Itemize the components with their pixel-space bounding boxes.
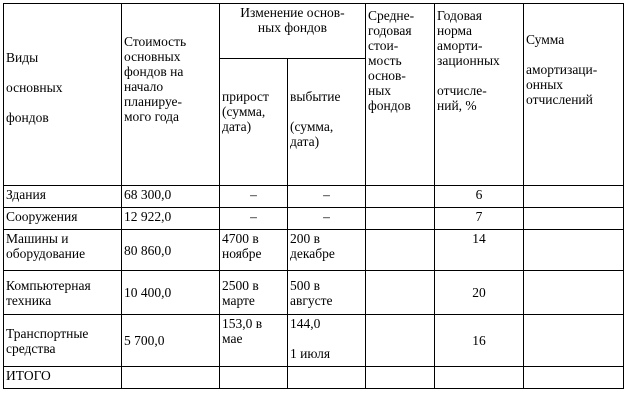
row-name: Компьютерная техника <box>4 271 122 315</box>
header-assets-change: Изменение основ- ных фондов <box>220 4 366 59</box>
header-depreciation-sum-line1: Сумма <box>526 32 565 47</box>
row-rate: 16 <box>435 315 524 367</box>
row-name: Транспортные средства <box>4 315 122 367</box>
table-row <box>4 186 624 208</box>
row-cost: 12 922,0 <box>122 208 220 230</box>
row-average <box>366 315 435 367</box>
row-sum <box>524 208 624 230</box>
row-decrease: 144,0 1 июля <box>288 315 366 367</box>
row-sum <box>524 186 624 208</box>
row-cost: 5 700,0 <box>122 315 220 367</box>
row-cost: 68 300,0 <box>122 186 220 208</box>
row-decrease: 200 в декабре <box>288 230 366 271</box>
header-decrease-line2: (сумма, дата) <box>290 119 334 149</box>
row-rate: 14 <box>435 230 524 271</box>
header-decrease <box>288 59 366 186</box>
row-cost: 10 400,0 <box>122 271 220 315</box>
row-name: ИТОГО <box>4 367 122 389</box>
table-row <box>4 208 624 230</box>
row-sum <box>524 271 624 315</box>
header-asset-types <box>4 4 122 186</box>
row-decrease: – <box>288 208 366 230</box>
row-average <box>366 271 435 315</box>
row-increase: – <box>220 208 288 230</box>
row-increase: – <box>220 186 288 208</box>
row-sum <box>524 230 624 271</box>
fixed-assets-table <box>3 3 624 389</box>
row-cost: 80 860,0 <box>122 230 220 271</box>
row-average <box>366 186 435 208</box>
row-increase <box>220 367 288 389</box>
row-cost <box>122 367 220 389</box>
row-increase: 4700 в ноябре <box>220 230 288 271</box>
table-row <box>4 315 624 367</box>
header-depreciation-sum-line2: амортизаци- онных отчислений <box>526 62 598 107</box>
table-row <box>4 271 624 315</box>
row-name: Машины и оборудование <box>4 230 122 271</box>
row-increase: 153,0 в мае <box>220 315 288 367</box>
row-rate <box>435 367 524 389</box>
row-sum <box>524 315 624 367</box>
row-decrease <box>288 367 366 389</box>
header-initial-cost: Стоимость основных фондов на начало планируе- мого года <box>122 4 220 186</box>
table-row-total <box>4 367 624 389</box>
row-rate: 7 <box>435 208 524 230</box>
row-rate: 6 <box>435 186 524 208</box>
row-sum <box>524 367 624 389</box>
row-rate: 20 <box>435 271 524 315</box>
header-asset-types-line3: фондов <box>6 110 49 125</box>
row-name: Здания <box>4 186 122 208</box>
row-average <box>366 230 435 271</box>
row-name: Сооружения <box>4 208 122 230</box>
header-depreciation-rate: Годовая норма аморти- зационных отчисле- ний, % <box>435 4 524 186</box>
header-depreciation-sum <box>524 4 624 186</box>
row-average <box>366 367 435 389</box>
row-decrease: 500 в августе <box>288 271 366 315</box>
row-average <box>366 208 435 230</box>
header-asset-types-line2: основных <box>6 80 63 95</box>
header-decrease-line1: выбытие <box>290 89 341 104</box>
table-row <box>4 230 624 271</box>
header-asset-types-line1: Виды <box>6 50 39 65</box>
header-increase: прирост (сумма, дата) <box>220 59 288 186</box>
row-decrease: – <box>288 186 366 208</box>
row-increase: 2500 в марте <box>220 271 288 315</box>
header-average-annual-cost: Средне- годовая стои- мость основ- ных фондов <box>366 4 435 186</box>
